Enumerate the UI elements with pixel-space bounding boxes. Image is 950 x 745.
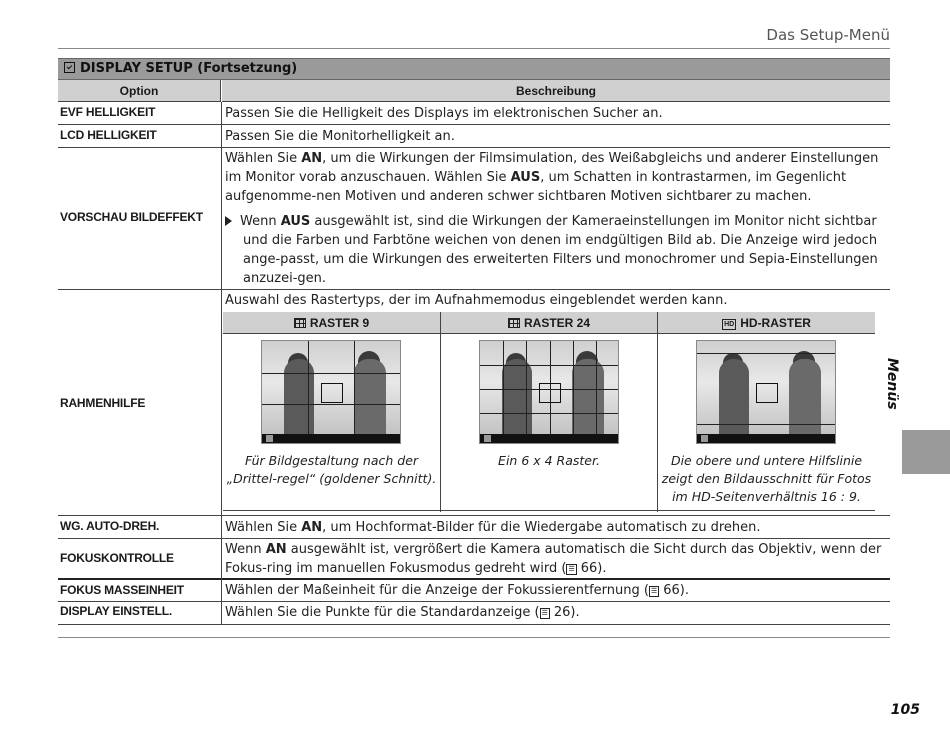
- table-row: [58, 102, 890, 125]
- mode-indicator: [266, 435, 273, 442]
- grid-line: [697, 353, 836, 354]
- grid-divider: [440, 312, 441, 512]
- grid-line: [697, 424, 836, 425]
- note-text: Wenn: [240, 214, 281, 229]
- focus-frame: [321, 383, 343, 403]
- grid-header-raster9: [223, 312, 440, 334]
- page-ref: 66: [663, 583, 680, 598]
- option-label: EVF HELLIGKEIT: [60, 105, 156, 119]
- option-description: Passen Sie die Helligkeit des Displays im elektronischen Sucher an.: [225, 106, 663, 121]
- option-description: [225, 603, 885, 622]
- desc-emphasis: AN: [301, 520, 323, 535]
- mode-indicator: [701, 435, 708, 442]
- note-emphasis: AUS: [280, 214, 311, 229]
- page-ref: 66: [580, 561, 598, 576]
- note-text: ausgewählt ist, sind die Wirkungen der Kameraeinstellungen im Monitor nicht sichtbar und die Farben und Farbtöne weichen von denen im endgültigen Bild ab. Die Anzeige wird jedoch ange-passt, um die Wirkungen des erweiterten Filters und monochromer und Sepia-Einstellungen anzuzei-gen.: [243, 214, 878, 286]
- desc-emphasis: AUS: [510, 170, 541, 185]
- option-description: [225, 540, 885, 578]
- person-body: [502, 359, 532, 439]
- grid-preview-image: [696, 340, 836, 444]
- grid-label: RASTER 9: [309, 316, 370, 330]
- side-thumb-tab: [902, 430, 950, 474]
- column-header-description: Beschreibung: [222, 80, 890, 102]
- focus-frame: [539, 383, 561, 403]
- option-label: FOKUS MASSEINHEIT: [60, 583, 184, 597]
- person-body: [354, 359, 386, 439]
- desc-text: ).: [597, 561, 607, 576]
- grid-line: [480, 365, 619, 366]
- person-body: [284, 359, 314, 439]
- display-setup-icon: [64, 62, 75, 73]
- book-ref-icon: ☰: [541, 609, 548, 617]
- note-icon: [225, 216, 232, 226]
- grid-label: HD-RASTER: [740, 316, 811, 330]
- desc-text: ).: [570, 605, 580, 620]
- grid-9-icon: [294, 318, 306, 328]
- info-bar: [262, 434, 400, 443]
- info-bar: [480, 434, 618, 443]
- column-divider: [221, 125, 222, 148]
- hd-grid-icon: HD: [724, 321, 735, 328]
- desc-text: Wählen der Maßeinheit für die Anzeige der Fokussierentfernung (: [225, 583, 649, 598]
- grid-header-hd: [658, 312, 875, 334]
- header-rule: [58, 48, 890, 49]
- book-ref-icon: ☰: [650, 587, 658, 595]
- column-divider: [221, 148, 222, 290]
- grid-line: [308, 341, 309, 436]
- column-header-option: Option: [58, 80, 221, 102]
- grid-preview-image: [479, 340, 619, 444]
- section-header: [58, 58, 890, 80]
- section-title: [64, 61, 297, 76]
- grid-label: RASTER 24: [523, 316, 591, 330]
- desc-text: ausgewählt ist, vergrößert die Kamera automatisch die Sicht durch das Objektiv, wenn der Fokus-ring im manuellen Fokusmodus gedreht wird (: [225, 542, 882, 576]
- desc-text: ).: [679, 583, 689, 598]
- side-section-label: Menüs: [884, 358, 900, 410]
- mode-indicator: [484, 435, 491, 442]
- desc-text: Wählen Sie: [225, 151, 302, 166]
- table-row: [58, 602, 890, 625]
- column-divider: [221, 602, 222, 625]
- grid-table-bottom: [223, 510, 875, 511]
- grid-caption: Für Bildgestaltung nach der „Drittel-regel“ (goldener Schnitt).: [226, 453, 437, 486]
- grid-header-raster24: [441, 312, 657, 334]
- grid-line: [262, 404, 401, 405]
- grid-caption: Ein 6 x 4 Raster.: [498, 453, 600, 468]
- person-body: [719, 359, 749, 439]
- option-description: [225, 581, 885, 600]
- person-body: [789, 359, 821, 439]
- info-bar: [697, 434, 835, 443]
- option-description: [225, 149, 885, 206]
- grid-line: [262, 373, 401, 374]
- table-row: [58, 516, 890, 539]
- focus-frame: [756, 383, 778, 403]
- column-divider: [221, 290, 222, 516]
- desc-text: Wenn: [225, 542, 266, 557]
- grid-line: [480, 413, 619, 414]
- table-row: [58, 125, 890, 148]
- desc-text: Wählen Sie: [225, 520, 302, 535]
- option-description: Passen Sie die Monitorhelligkeit an.: [225, 129, 455, 144]
- desc-emphasis: AN: [265, 542, 287, 557]
- option-label: DISPLAY EINSTELL.: [60, 604, 172, 618]
- grid-caption: Die obere und untere Hilfslinie zeigt den Bildausschnitt für Fotos im HD-Seitenverhältnis 16 : 9.: [661, 453, 872, 504]
- option-label: VORSCHAU BILDEFFEKT: [60, 210, 203, 224]
- book-ref-icon: ☰: [568, 565, 575, 573]
- note: [225, 212, 885, 288]
- option-label: WG. AUTO-DREH.: [60, 519, 160, 533]
- desc-text: , um die Wirkungen der Filmsimulation, des Weißabgleichs und anderer Einstellungen im Monitor vorab anzuschauen. Wählen Sie: [225, 151, 879, 185]
- page-header-title: Das Setup-Menü: [766, 26, 890, 44]
- grid-24-icon: [508, 318, 520, 328]
- column-divider: [221, 516, 222, 539]
- page-number: 105: [890, 702, 920, 718]
- table-row: [58, 580, 890, 602]
- desc-text: , um Schatten in kontrastarmen, im Gegenlicht aufgenomme-nen Motiven und anderen schwer sichtbaren Motiven sichtbarer zu machen.: [225, 170, 847, 204]
- option-description: [225, 518, 885, 537]
- column-divider: [221, 580, 222, 602]
- column-divider: [221, 539, 222, 580]
- person-body: [572, 359, 604, 439]
- table-row: [58, 539, 890, 580]
- option-label: FOKUSKONTROLLE: [60, 551, 174, 565]
- desc-emphasis: AN: [301, 151, 323, 166]
- column-divider: [221, 102, 222, 125]
- option-label: RAHMENHILFE: [60, 396, 146, 410]
- grid-preview-image: [261, 340, 401, 444]
- desc-text: Wählen Sie die Punkte für die Standardanzeige (: [225, 605, 540, 620]
- table-row: [58, 148, 890, 290]
- section-title-text: DISPLAY SETUP (Fortsetzung): [80, 61, 298, 76]
- option-label: LCD HELLIGKEIT: [60, 128, 157, 142]
- desc-text: , um Hochformat-Bilder für die Wiedergabe automatisch zu drehen.: [322, 520, 761, 535]
- option-description: Auswahl des Rastertyps, der im Aufnahmemodus eingeblendet werden kann.: [225, 293, 728, 308]
- table-end-rule: [58, 637, 890, 638]
- page-ref: 26: [553, 605, 571, 620]
- grid-line: [354, 341, 355, 436]
